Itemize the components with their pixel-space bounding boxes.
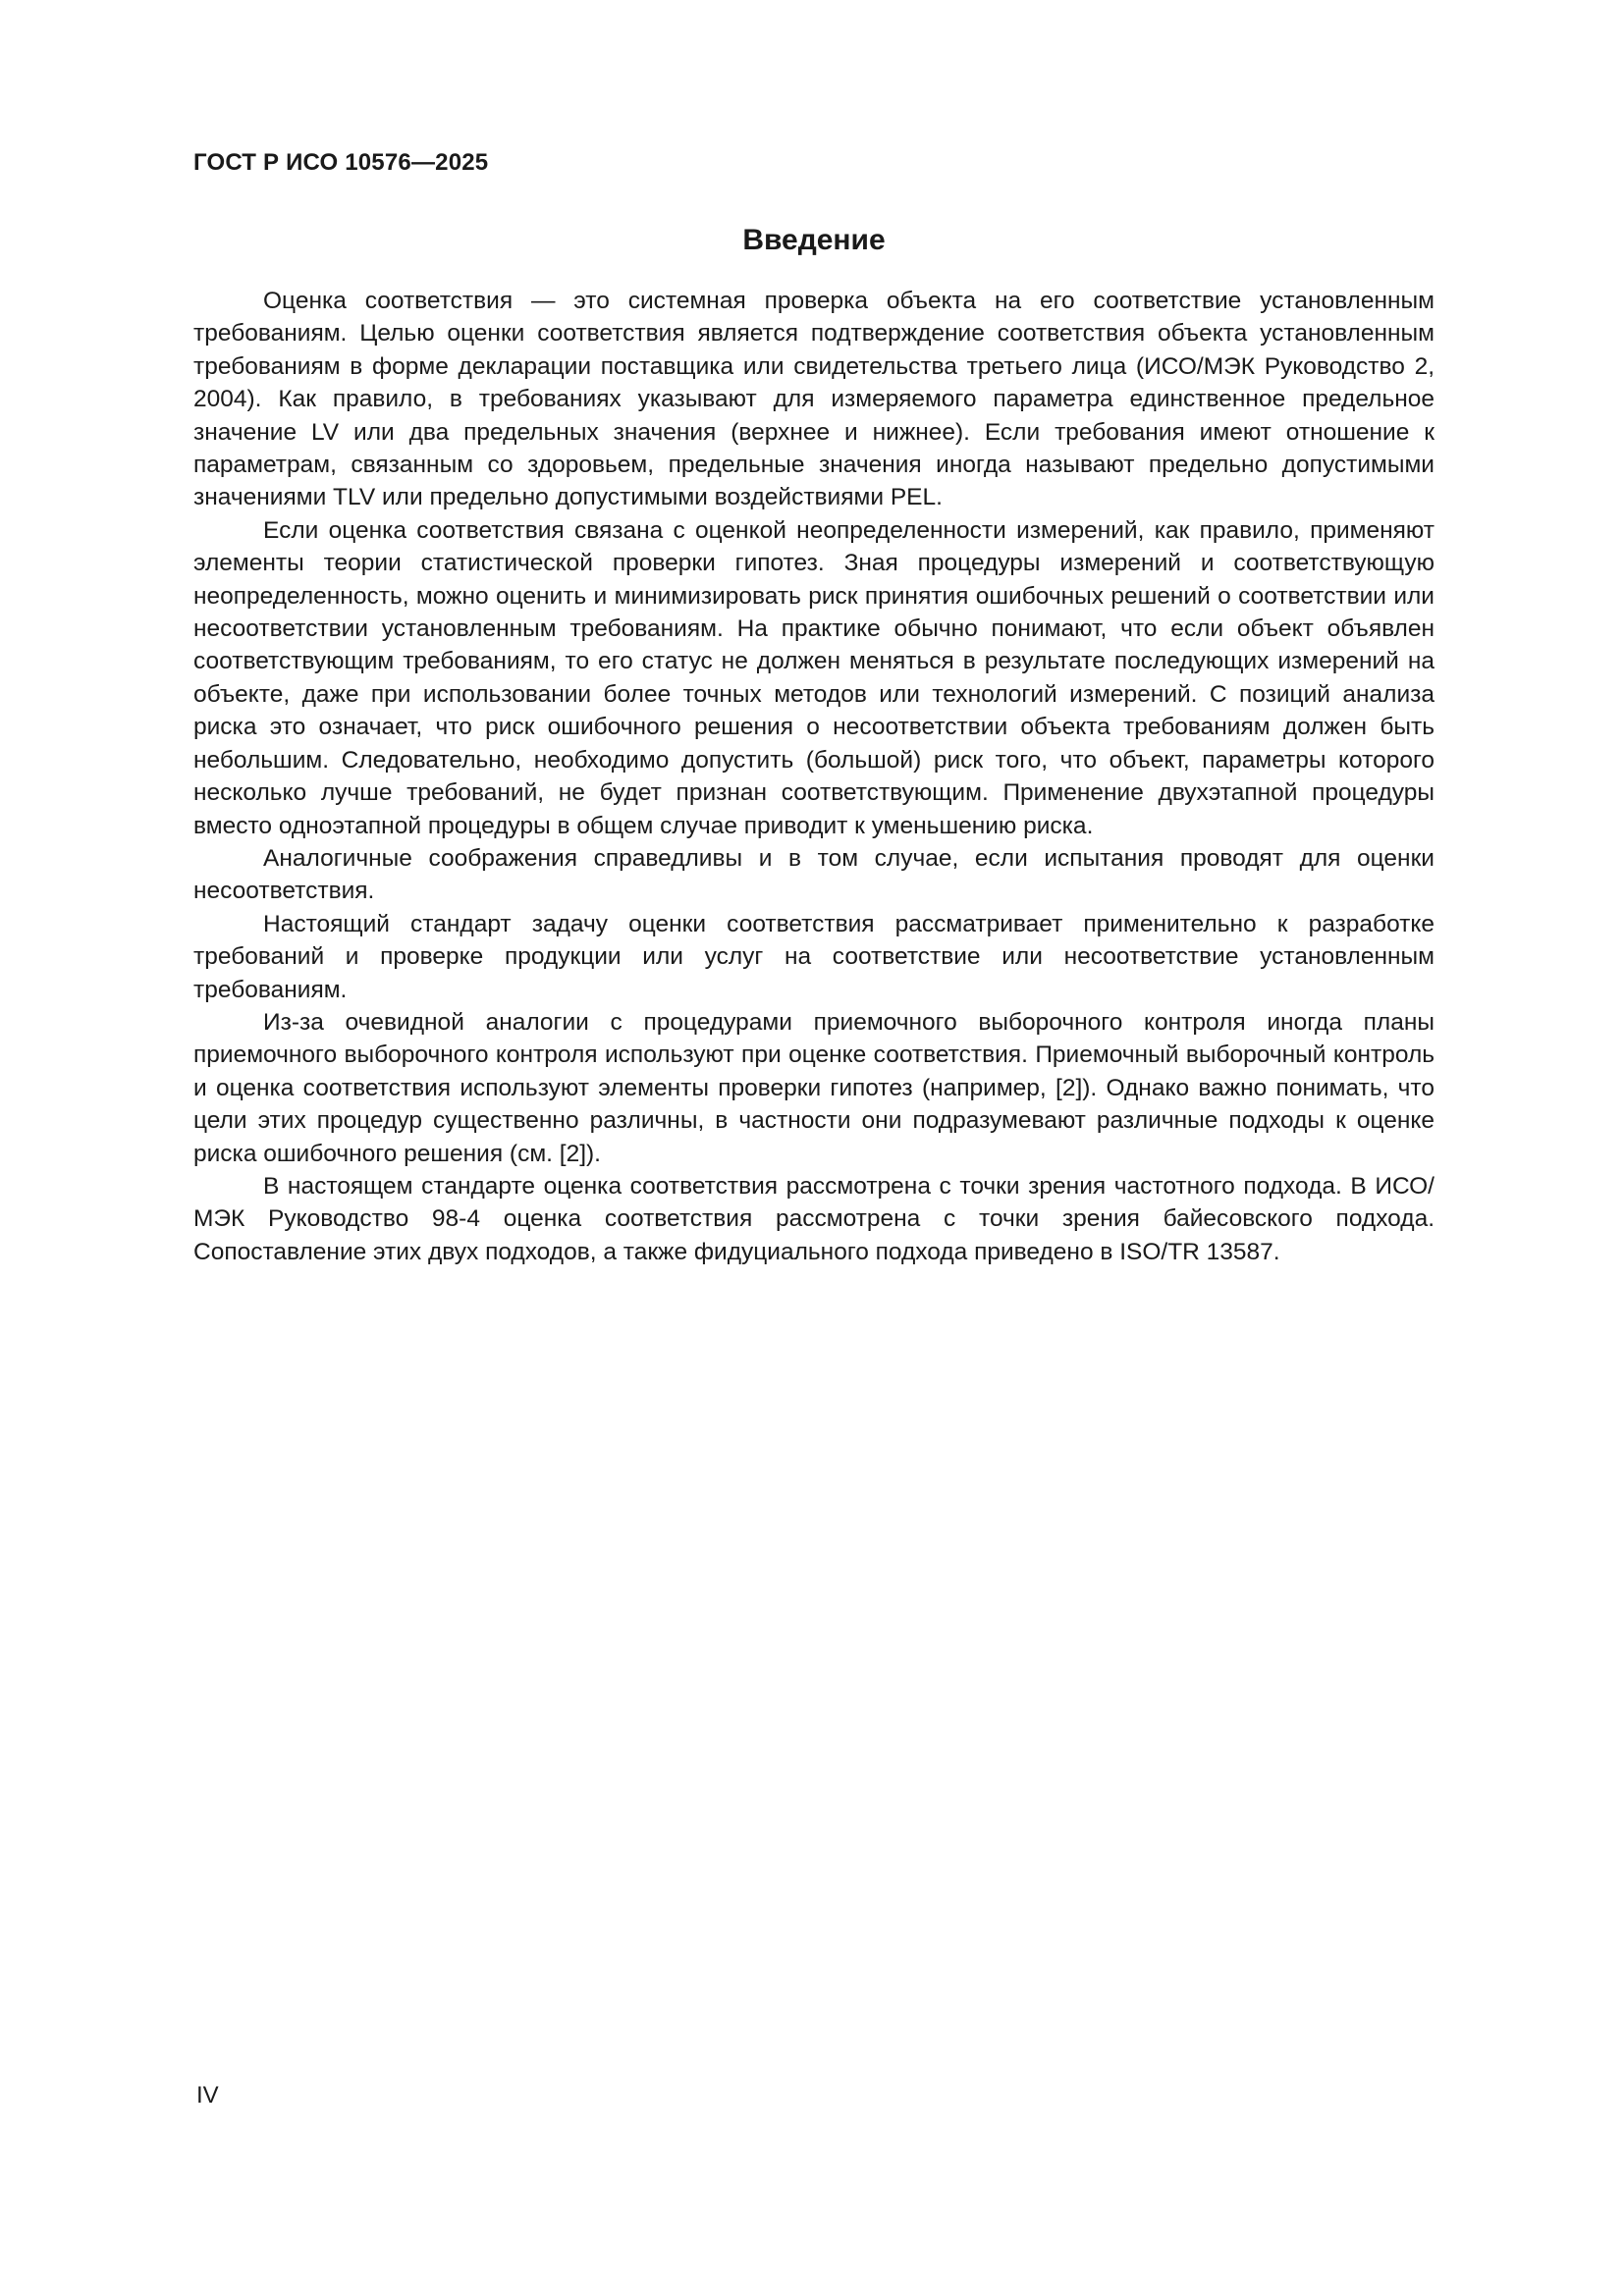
page-number: IV [196,2082,219,2109]
section-title: Введение [742,224,886,256]
paragraph: Настоящий стандарт задачу оценки соответствия рассматривает применительно к разработке требований и проверке продукции или услуг на соответствие или несоответствие установленным требованиям. [193,910,1435,1003]
paragraph: Из-за очевидной аналогии с процедурами приемочного выборочного контроля иногда планы приемочного выборочного контроля используют при оценке соответствия. Приемочный выборочный контроль и оценка соответствия используют элементы проверки гипотез (например, [2]). Однако важно понимать, что цели этих процедур существенно различны, в частности они подразумевают различные подходы к оценке риска ошибочного решения (см. [2]). [193,1008,1435,1167]
body-text [193,285,1435,1268]
paragraph: В настоящем стандарте оценка соответствия рассмотрена с точки зрения частотного подхода. В ИСО/МЭК Руководство 98-4 оценка соответствия рассмотрена с точки зрения байесовского подхода. Сопоставление этих двух подходов, а также фидуциального подхода приведено в ISO/TR 13587. [193,1172,1435,1265]
paragraph: Если оценка соответствия связана с оценкой неопределенности измерений, как правило, применяют элементы теории статистической проверки гипотез. Зная процедуры измерений и соответствующую неопределенность, можно оценить и минимизировать риск принятия ошибочных решений о соответствии или несоответствии установленным требованиям. На практике обычно понимают, что если объект объявлен соответствующим требованиям, то его статус не должен меняться в результате последующих измерений на объекте, даже при использовании более точных методов или технологий измерений. С позиций анализа риска это означает, что риск ошибочного решения о несоответствии объекта требованиям должен быть небольшим. Следовательно, необходимо допустить (большой) риск того, что объект, параметры которого несколько лучше требований, не будет признан соответствующим. Применение двухэтапной процедуры вместо одноэтапной процедуры в общем случае приводит к уменьшению риска. [193,516,1435,839]
paragraph: Оценка соответствия — это системная проверка объекта на его соответствие установленным требованиям. Целью оценки соответствия является подтверждение соответствия объекта установленным требованиям в форме декларации поставщика или свидетельства третьего лица (ИСО/МЭК Руководство 2, 2004). Как правило, в требованиях указывают для измеряемого параметра единственное предельное значение LV или два предельных значения (верхнее и нижнее). Если требования имеют отношение к параметрам, связанным со здоровьем, предельные значения иногда называют предельно допустимыми значениями TLV или предельно допустимыми воздействиями PEL. [193,288,1435,511]
paragraph: Аналогичные соображения справедливы и в том случае, если испытания проводят для оценки несоответствия. [193,844,1435,905]
document-header: ГОСТ Р ИСО 10576—2025 [193,149,489,176]
